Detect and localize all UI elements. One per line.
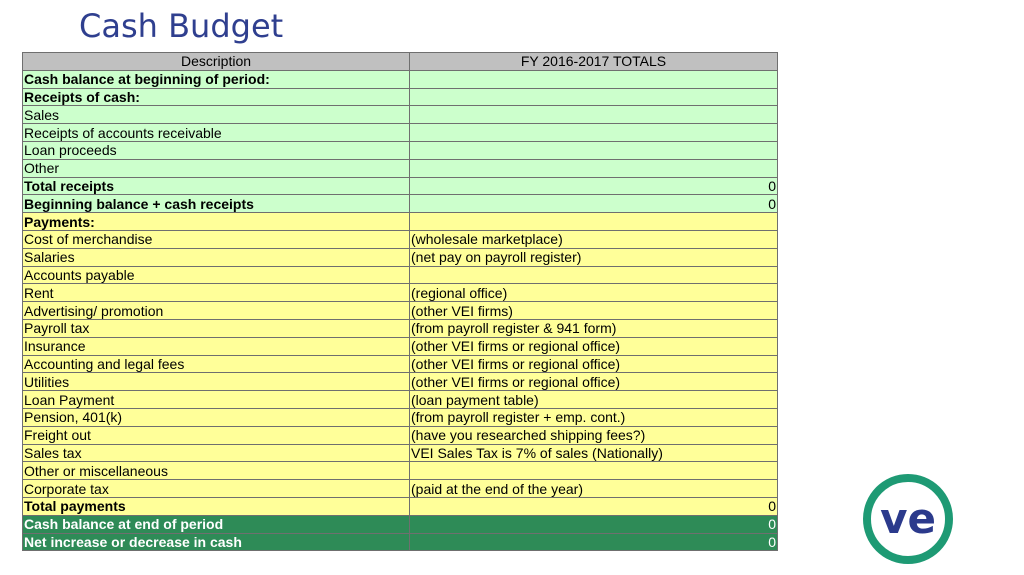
row-note-cell[interactable]: (regional office) (410, 284, 778, 302)
row-amount-cell[interactable]: 0 (410, 515, 778, 533)
row-amount-cell[interactable]: 0 (410, 533, 778, 551)
row-note-cell[interactable] (410, 141, 778, 159)
table-row (23, 177, 778, 195)
table-row (23, 355, 778, 373)
table-row (23, 497, 778, 515)
table-row (23, 337, 778, 355)
row-note-cell[interactable]: (paid at the end of the year) (410, 480, 778, 498)
table-row (23, 373, 778, 391)
row-note-cell[interactable] (410, 159, 778, 177)
row-description-cell[interactable]: Accounts payable (23, 266, 410, 284)
row-note-cell[interactable] (410, 213, 778, 231)
row-note-cell[interactable] (410, 70, 778, 88)
row-note-cell[interactable]: (other VEI firms or regional office) (410, 373, 778, 391)
row-description-cell[interactable]: Advertising/ promotion (23, 302, 410, 320)
row-amount-cell[interactable]: 0 (410, 177, 778, 195)
row-note-cell[interactable] (410, 106, 778, 124)
row-description-cell[interactable]: Insurance (23, 337, 410, 355)
row-note-cell[interactable]: (loan payment table) (410, 391, 778, 409)
table-row (23, 462, 778, 480)
ve-logo-icon (862, 473, 954, 565)
table-row (23, 141, 778, 159)
column-header-description[interactable]: Description (23, 53, 410, 71)
row-description-cell[interactable]: Salaries (23, 248, 410, 266)
table-row (23, 230, 778, 248)
row-description-cell[interactable]: Loan Payment (23, 391, 410, 409)
column-header-totals[interactable]: FY 2016-2017 TOTALS (410, 53, 778, 71)
row-description-cell[interactable]: Pension, 401(k) (23, 408, 410, 426)
row-note-cell[interactable] (410, 88, 778, 106)
row-description-cell[interactable]: Other (23, 159, 410, 177)
table-row (23, 533, 778, 551)
cash-budget-table (22, 52, 778, 551)
table-row (23, 302, 778, 320)
table-row (23, 159, 778, 177)
table-row (23, 444, 778, 462)
row-description-cell[interactable]: Net increase or decrease in cash (23, 533, 410, 551)
row-note-cell[interactable]: (other VEI firms) (410, 302, 778, 320)
table-row (23, 319, 778, 337)
row-description-cell[interactable]: Accounting and legal fees (23, 355, 410, 373)
row-description-cell[interactable]: Utilities (23, 373, 410, 391)
table-row (23, 70, 778, 88)
table-row (23, 248, 778, 266)
row-description-cell[interactable]: Other or miscellaneous (23, 462, 410, 480)
table-row (23, 106, 778, 124)
row-note-cell[interactable] (410, 124, 778, 142)
row-description-cell[interactable]: Cash balance at end of period (23, 515, 410, 533)
row-note-cell[interactable]: (net pay on payroll register) (410, 248, 778, 266)
ve-logo (862, 473, 954, 565)
table-row (23, 480, 778, 498)
row-note-cell[interactable]: VEI Sales Tax is 7% of sales (Nationally) (410, 444, 778, 462)
row-description-cell[interactable]: Cash balance at beginning of period: (23, 70, 410, 88)
row-amount-cell[interactable]: 0 (410, 195, 778, 213)
table-row (23, 266, 778, 284)
table-row (23, 426, 778, 444)
row-description-cell[interactable]: Total receipts (23, 177, 410, 195)
table-row (23, 124, 778, 142)
row-note-cell[interactable] (410, 266, 778, 284)
row-note-cell[interactable]: (other VEI firms or regional office) (410, 337, 778, 355)
row-description-cell[interactable]: Payroll tax (23, 319, 410, 337)
table-row (23, 391, 778, 409)
row-description-cell[interactable]: Corporate tax (23, 480, 410, 498)
row-note-cell[interactable]: (wholesale marketplace) (410, 230, 778, 248)
table-row (23, 88, 778, 106)
page-title: Cash Budget (79, 7, 284, 45)
row-description-cell[interactable]: Payments: (23, 213, 410, 231)
row-description-cell[interactable]: Beginning balance + cash receipts (23, 195, 410, 213)
row-description-cell[interactable]: Loan proceeds (23, 141, 410, 159)
row-note-cell[interactable]: (from payroll register + emp. cont.) (410, 408, 778, 426)
row-note-cell[interactable] (410, 462, 778, 480)
row-description-cell[interactable]: Total payments (23, 497, 410, 515)
logo-text: ve (880, 494, 936, 543)
table-row (23, 408, 778, 426)
table-header-row (23, 53, 778, 71)
row-description-cell[interactable]: Receipts of accounts receivable (23, 124, 410, 142)
table-row (23, 195, 778, 213)
row-note-cell[interactable]: (other VEI firms or regional office) (410, 355, 778, 373)
row-description-cell[interactable]: Sales tax (23, 444, 410, 462)
row-description-cell[interactable]: Rent (23, 284, 410, 302)
row-description-cell[interactable]: Receipts of cash: (23, 88, 410, 106)
table-row (23, 515, 778, 533)
row-note-cell[interactable]: (have you researched shipping fees?) (410, 426, 778, 444)
table-row (23, 284, 778, 302)
table-row (23, 213, 778, 231)
row-amount-cell[interactable]: 0 (410, 497, 778, 515)
row-description-cell[interactable]: Freight out (23, 426, 410, 444)
row-description-cell[interactable]: Sales (23, 106, 410, 124)
row-description-cell[interactable]: Cost of merchandise (23, 230, 410, 248)
row-note-cell[interactable]: (from payroll register & 941 form) (410, 319, 778, 337)
